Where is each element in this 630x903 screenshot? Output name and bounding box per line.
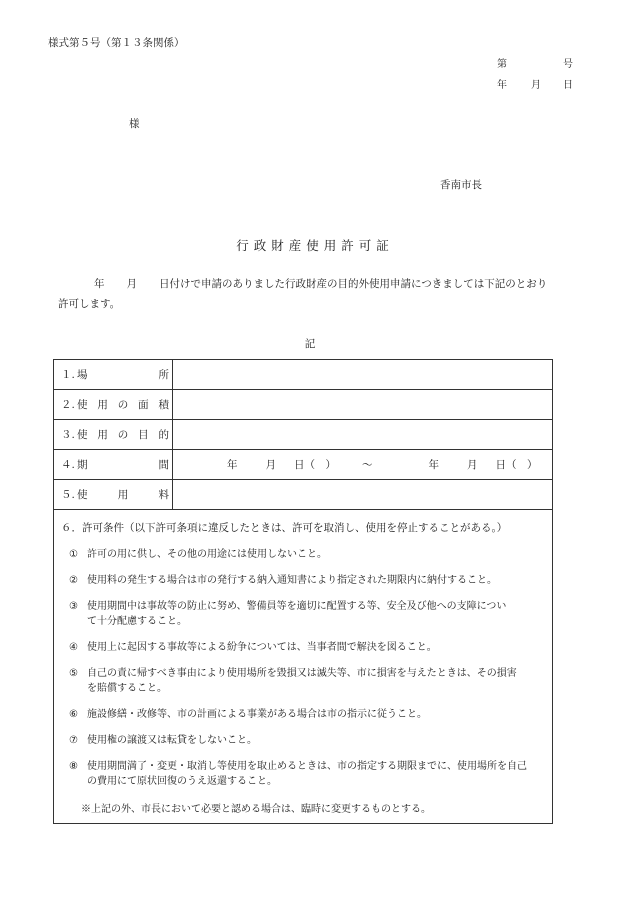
- conditions-note: ※上記の外、市長において必要と認める場合は、臨時に変更するものとする。: [81, 804, 431, 815]
- condition-item: ① 許可の用に供し、その他の用途には使用しないこと。: [69, 549, 327, 560]
- row-number: ３.: [61, 429, 75, 441]
- body-line-1-text: 日付けで申請のありました行政財産の目的外使用申請につきましては下記のとおり: [159, 278, 548, 290]
- label-text: 使 用 の 面 積: [77, 399, 169, 411]
- label-fee: [54, 480, 173, 510]
- period-end-month: 月: [467, 459, 478, 471]
- row-location: [54, 360, 553, 390]
- document-number-prefix: 第: [497, 59, 507, 70]
- row-period: [54, 450, 553, 480]
- conditions-section: [54, 510, 553, 824]
- condition-item: ⑦ 使用権の譲渡又は転貸をしないこと。: [69, 735, 257, 746]
- label-location: [54, 360, 173, 390]
- addressee-suffix: 様: [129, 118, 140, 130]
- condition-item: ⑤ 自己の責に帰すべき事由により使用場所を毀損又は滅失等、市に損害を与えたときは、その損害を賠償すること。: [69, 668, 517, 694]
- ki-heading: 記: [304, 338, 316, 350]
- body-year: 年: [94, 278, 105, 290]
- row-conditions: [54, 510, 553, 824]
- label-text: 使 用 料: [77, 489, 169, 501]
- value-location[interactable]: [173, 360, 553, 390]
- period-end-day: 日（ ）: [495, 459, 538, 471]
- value-period[interactable]: [173, 450, 553, 480]
- label-text: 期 間: [77, 459, 169, 471]
- issuer: 香南市長: [440, 179, 482, 191]
- condition-item: ② 使用料の発生する場合は市の発行する納入通知書により指定された期限内に納付すること。: [69, 575, 497, 586]
- condition-item: ⑧ 使用期間満了・変更・取消し等使用を取止めるときは、市の指定する期限までに、使用場所を自己の費用にて原状回復のうえ返還すること。: [69, 761, 527, 787]
- row-number: ２.: [61, 399, 75, 411]
- document-number-suffix: 号: [563, 59, 573, 70]
- row-number: ４.: [61, 459, 75, 471]
- issue-date-month: 月: [531, 80, 541, 91]
- period-start-year: 年: [227, 459, 238, 471]
- period-tilde: ～: [362, 459, 373, 471]
- body-month: 月: [126, 278, 137, 290]
- period-range: [173, 457, 552, 472]
- label-text: 場 所: [77, 369, 169, 381]
- row-number: １.: [61, 369, 75, 381]
- row-fee: [54, 480, 553, 510]
- value-area[interactable]: [173, 390, 553, 420]
- condition-item: ③ 使用期間中は事故等の防止に努め、警備員等を適切に配置する等、安全及び他への支障について十分配慮すること。: [69, 601, 507, 627]
- label-period: [54, 450, 173, 480]
- body-line-1: [94, 276, 547, 291]
- form-number: 様式第５号（第１３条関係）: [48, 37, 185, 49]
- issue-date-year: 年: [497, 80, 507, 91]
- period-end-year: 年: [428, 459, 439, 471]
- period-start-day: 日（ ）: [294, 459, 336, 471]
- row-area: [54, 390, 553, 420]
- condition-item: ④ 使用上に起因する事故等による紛争については、当事者間で解決を図ること。: [69, 642, 437, 653]
- label-purpose: [54, 420, 173, 450]
- row-purpose: [54, 420, 553, 450]
- condition-item: ⑥ 施設修繕・改修等、市の計画による事業がある場合は市の指示に従うこと。: [69, 709, 427, 720]
- value-purpose[interactable]: [173, 420, 553, 450]
- permit-table: [53, 359, 553, 824]
- value-fee[interactable]: [173, 480, 553, 510]
- label-area: [54, 390, 173, 420]
- label-text: 使 用 の 目 的: [77, 429, 169, 441]
- period-start-month: 月: [265, 459, 276, 471]
- document-title: 行政財産使用許可証: [236, 238, 394, 253]
- row-number: ５.: [61, 489, 75, 501]
- issue-date-day: 日: [563, 80, 573, 91]
- conditions-heading: ６．許可条件（以下許可条項に違反したときは、許可を取消し、使用を停止することがある。）: [61, 522, 508, 534]
- body-line-2: 許可します。: [58, 298, 121, 310]
